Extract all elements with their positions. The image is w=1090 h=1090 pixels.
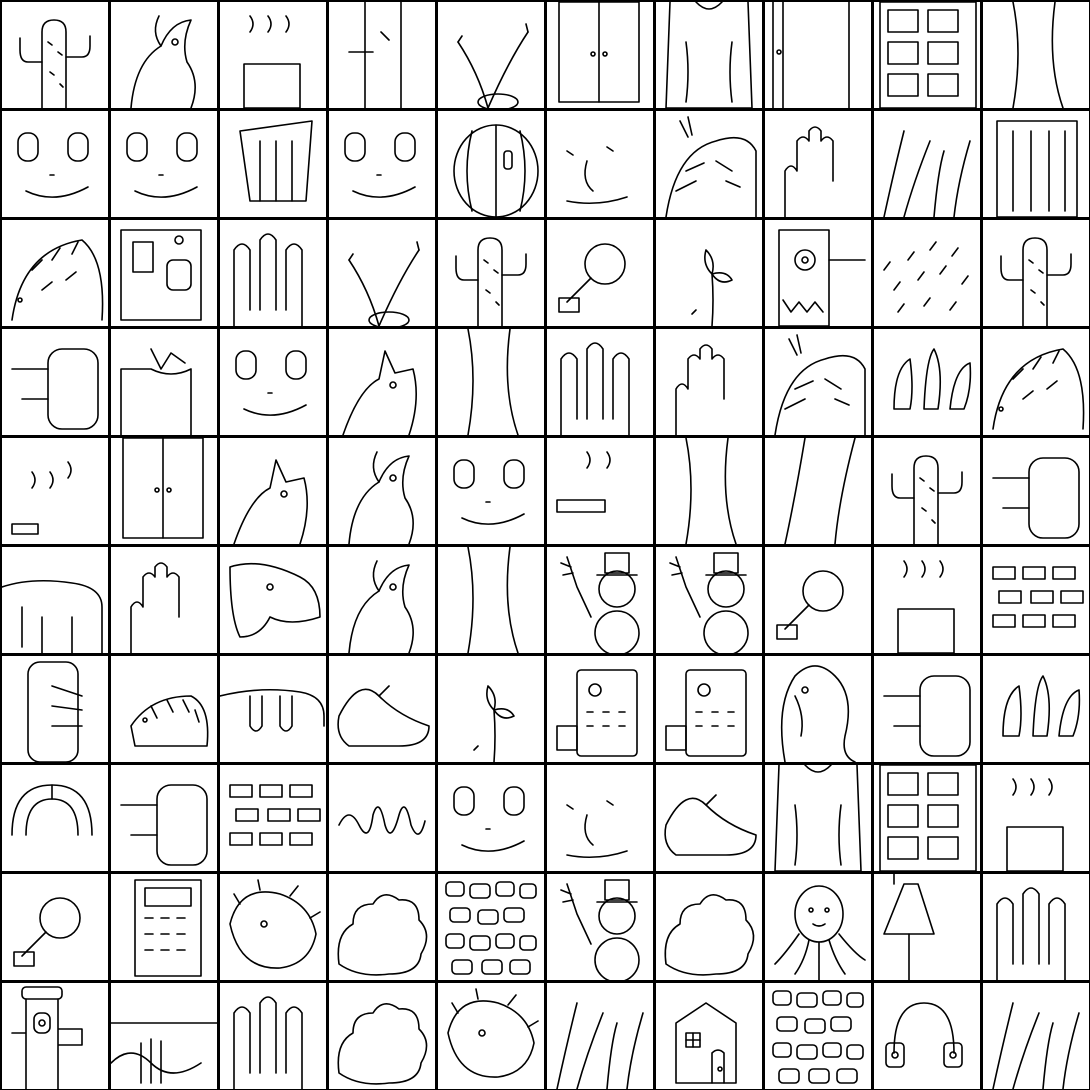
cigarette-icon [547,438,653,544]
face-icon [547,765,653,871]
face-icon [547,111,653,217]
fingers-icon [547,329,653,435]
flower-icon [656,220,762,326]
arch-icon [2,765,108,871]
texture-icon [874,220,980,326]
bush-icon [656,874,762,980]
grid-tile [547,111,653,217]
trunk-icon [656,438,762,544]
grid-tile [874,874,980,980]
phone-icon [547,656,653,762]
grid-tile [111,547,217,653]
grid-tile [329,220,435,326]
grid-tile [111,438,217,544]
grid-tile [983,547,1089,653]
grid-tile [329,765,435,871]
horse-icon [220,547,326,653]
grid-tile [111,765,217,871]
face-eyes-icon [2,111,108,217]
grid-tile [438,438,544,544]
lion-icon [220,874,326,980]
grid-tile [220,438,326,544]
grid-tile [656,220,762,326]
grid-tile [983,220,1089,326]
bush-icon [329,983,435,1089]
grid-tile [220,983,326,1089]
grid-tile [656,329,762,435]
grid-tile [874,2,980,108]
grid-tile [656,547,762,653]
grid-tile [2,2,108,108]
grid-tile [874,111,980,217]
magnifier-icon [2,874,108,980]
grid-tile [2,765,108,871]
building-icon [983,111,1089,217]
grid-tile [438,329,544,435]
face-eyes-icon [111,111,217,217]
grid-tile [983,656,1089,762]
door-icon [111,438,217,544]
curl-icon [329,765,435,871]
grid-tile [983,2,1089,108]
lion-icon [438,983,544,1089]
stone-wall-icon [438,874,544,980]
magnifier-icon [765,547,871,653]
grid-tile [547,438,653,544]
grid-tile [220,2,326,108]
cactus-icon [983,220,1089,326]
door-edge-icon [765,2,871,108]
tiger-icon [111,656,217,762]
grid-tile [111,111,217,217]
grass-icon [547,983,653,1089]
dog-icon [2,547,108,653]
grid-tile [983,111,1089,217]
grid-tile [111,2,217,108]
grid-tile [765,111,871,217]
hedgehog-icon [2,220,108,326]
trunk-icon [438,547,544,653]
mug-icon [874,656,980,762]
grid-tile [547,547,653,653]
grid-tile [874,983,980,1089]
tree-trunk-icon [329,2,435,108]
grid-tile [2,656,108,762]
magnifier-icon [547,220,653,326]
headphones-icon [874,983,980,1089]
grid-tile [220,547,326,653]
grid-tile [656,111,762,217]
grid-tile [983,329,1089,435]
grid-tile [111,220,217,326]
grid-tile [547,329,653,435]
face-eyes-icon [329,111,435,217]
grid-tile [874,765,980,871]
grid-tile [656,874,762,980]
grid-tile [2,111,108,217]
grass-icon [874,111,980,217]
grid-tile [329,111,435,217]
bush-icon [329,874,435,980]
door-icon [547,2,653,108]
mug-icon [111,765,217,871]
shoe-icon [656,765,762,871]
tree-icon [765,438,871,544]
grid-tile [438,656,544,762]
hand-icon [656,329,762,435]
grid-tile [438,547,544,653]
grid-tile [2,329,108,435]
grid-tile [438,111,544,217]
grid-tile [983,874,1089,980]
grid-tile [111,874,217,980]
fingers-icon [220,220,326,326]
mug-icon [2,329,108,435]
elephant-icon [765,656,871,762]
cat-chair-icon [220,111,326,217]
grid-tile [220,765,326,871]
grid-tile [329,438,435,544]
grid-tile [329,983,435,1089]
grid-tile [656,438,762,544]
sweater-icon [656,2,762,108]
grid-tile [656,656,762,762]
brick-wall-icon [220,765,326,871]
pumpkin-icon [438,111,544,217]
grid-tile [438,220,544,326]
grid-tile [438,983,544,1089]
grid-tile [329,656,435,762]
zebra-icon [656,111,762,217]
grid-tile [765,874,871,980]
grid-tile [438,874,544,980]
cactus-icon [874,438,980,544]
sweater-icon [765,765,871,871]
steam-mug-icon [983,765,1089,871]
flower-icon [438,656,544,762]
sprout-icon [329,220,435,326]
bird-icon [329,329,435,435]
grid-tile [329,329,435,435]
grid-tile [111,656,217,762]
grid-tile [765,656,871,762]
house-icon [656,983,762,1089]
radio-icon [111,220,217,326]
grid-tile [874,547,980,653]
face-eyes-icon [438,765,544,871]
grid-tile [2,220,108,326]
grid-tile [547,983,653,1089]
grid-tile [220,220,326,326]
cow-icon [220,656,326,762]
chair-icon [2,656,108,762]
steam-mug-icon [874,547,980,653]
tulip-icon [983,656,1089,762]
grid-tile [765,329,871,435]
grid-tile [765,2,871,108]
bird-icon [220,438,326,544]
octopus-icon [765,874,871,980]
trunk-icon [438,329,544,435]
calculator-icon [111,874,217,980]
grid-tile [547,765,653,871]
grid-tile [765,765,871,871]
grid-tile [765,438,871,544]
grid-tile [547,656,653,762]
grid-tile [220,111,326,217]
window-grid-icon [874,765,980,871]
grid-tile [983,765,1089,871]
grid-tile [874,329,980,435]
grid-tile [656,765,762,871]
hand-icon [111,547,217,653]
grid-tile [983,983,1089,1089]
fingers-icon [220,983,326,1089]
grid-tile [2,438,108,544]
phone-icon [656,656,762,762]
squirrel-icon [111,2,217,108]
grid-tile [547,874,653,980]
hydrant-icon [2,983,108,1089]
zebra-icon [765,329,871,435]
grid-tile [2,983,108,1089]
window-grid-icon [874,2,980,108]
grid-tile [2,874,108,980]
face-eyes-icon [438,438,544,544]
cactus-icon [2,2,108,108]
grass-icon [983,983,1089,1089]
grid-tile [220,656,326,762]
grid-tile [983,438,1089,544]
grid-tile [874,438,980,544]
grid-tile [220,874,326,980]
grid-tile [765,547,871,653]
stone-wall-icon [765,983,871,1089]
grid-tile [329,2,435,108]
grid-tile [656,983,762,1089]
broken-mug-icon [111,329,217,435]
hand-icon [765,111,871,217]
hedgehog-icon [983,329,1089,435]
snowman-icon [547,547,653,653]
grid-tile [874,220,980,326]
grid-tile [220,329,326,435]
snowman-icon [547,874,653,980]
steam-cigarette-icon [2,438,108,544]
grid-tile [111,983,217,1089]
fingers-icon [983,874,1089,980]
grid-tile [765,983,871,1089]
steam-mug-icon [220,2,326,108]
mug-icon [983,438,1089,544]
grid-tile [438,765,544,871]
monster-icon [765,220,871,326]
grid-tile [111,329,217,435]
grid-tile [329,547,435,653]
lamp-icon [874,874,980,980]
grid-tile [2,547,108,653]
face-eyes-icon [220,329,326,435]
shoe-icon [329,656,435,762]
squirrel-icon [329,438,435,544]
cactus-icon [438,220,544,326]
grid-tile [438,2,544,108]
grid-tile [547,220,653,326]
tulip-icon [874,329,980,435]
sprout-icon [438,2,544,108]
fork-icon [111,983,217,1089]
squirrel-icon [329,547,435,653]
brick-wall-icon [983,547,1089,653]
grid-tile [329,874,435,980]
grid-tile [874,656,980,762]
grid-tile [656,2,762,108]
snowman-icon [656,547,762,653]
grid-tile [765,220,871,326]
grid-tile [547,2,653,108]
trunk-icon [983,2,1089,108]
